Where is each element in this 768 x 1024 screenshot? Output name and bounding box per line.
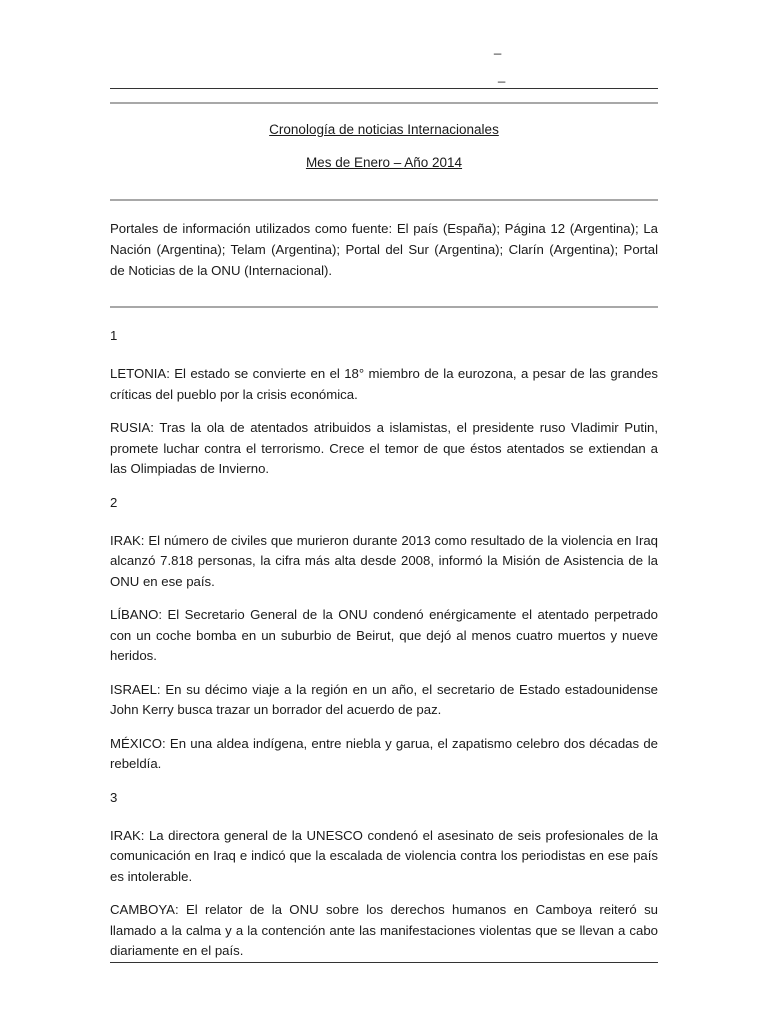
sources-paragraph: Portales de información utilizados como fuente: El país (España); Página 12 (Argentina); La Nación (Argentina); Telam (Argentina); Portal del Sur (Argentina); Clarín (Argentina); Portal de Noticias de la ONU (Internacional). xyxy=(110,221,658,278)
news-entry: RUSIA: Tras la ola de atentados atribuidos a islamistas, el presidente ruso Vladimir Putin, promete luchar contra el terrorismo. Crece el temor de que éstos atentados se extiendan a las Olimpiadas de Invierno. xyxy=(110,420,658,476)
footer-rule xyxy=(110,962,658,963)
news-entry: IRAK: El número de civiles que murieron durante 2013 como resultado de la violencia en Iraq alcanzó 7.818 personas, la cifra más alta desde 2008, informó la Misión de Asistencia de la ONU en ese país. xyxy=(110,532,658,589)
news-entry: CAMBOYA: El relator de la ONU sobre los derechos humanos en Camboya reiteró su llamado a la calma y a la contención ante las manifestaciones violentas que se llevan a cabo diariamente en el país. xyxy=(110,902,658,958)
divider-rule xyxy=(110,102,658,104)
divider-rule xyxy=(110,199,658,201)
news-entry: ISRAEL: En su décimo viaje a la región en un año, el secretario de Estado estadounidense John Kerry busca trazar un borrador del acuerdo de paz. xyxy=(110,681,658,717)
news-entry: IRAK: La directora general de la UNESCO condenó el asesinato de seis profesionales de la comunicación en Iraq e indicó que la escalada de violencia contra los periodistas en ese país es intolerable. xyxy=(110,827,658,884)
divider-rule xyxy=(110,306,658,308)
document-subtitle: Mes de Enero – Año 2014 xyxy=(305,155,463,170)
day-number: 2 xyxy=(110,494,118,510)
header-rule xyxy=(110,88,658,89)
news-entry: LETONIA: El estado se convierte en el 18° miembro de la eurozona, a pesar de las grandes críticas del pueblo por la crisis económica. xyxy=(110,366,658,402)
news-entry: LÍBANO: El Secretario General de la ONU condenó enérgicamente el atentado perpetrado con un coche bomba en un suburbio de Beirut, que dejó al menos cuatro muertos y nueve heridos. xyxy=(110,607,658,663)
document-title: Cronología de noticias Internacionales xyxy=(269,122,499,137)
header-dash: _ xyxy=(498,68,506,83)
day-number: 3 xyxy=(110,789,118,805)
news-entry: MÉXICO: En una aldea indígena, entre niebla y garua, el zapatismo celebro dos décadas de rebeldía. xyxy=(110,735,658,771)
chronology-list xyxy=(110,326,658,975)
day-number: 1 xyxy=(110,328,118,343)
header-dash: _ xyxy=(494,40,502,55)
